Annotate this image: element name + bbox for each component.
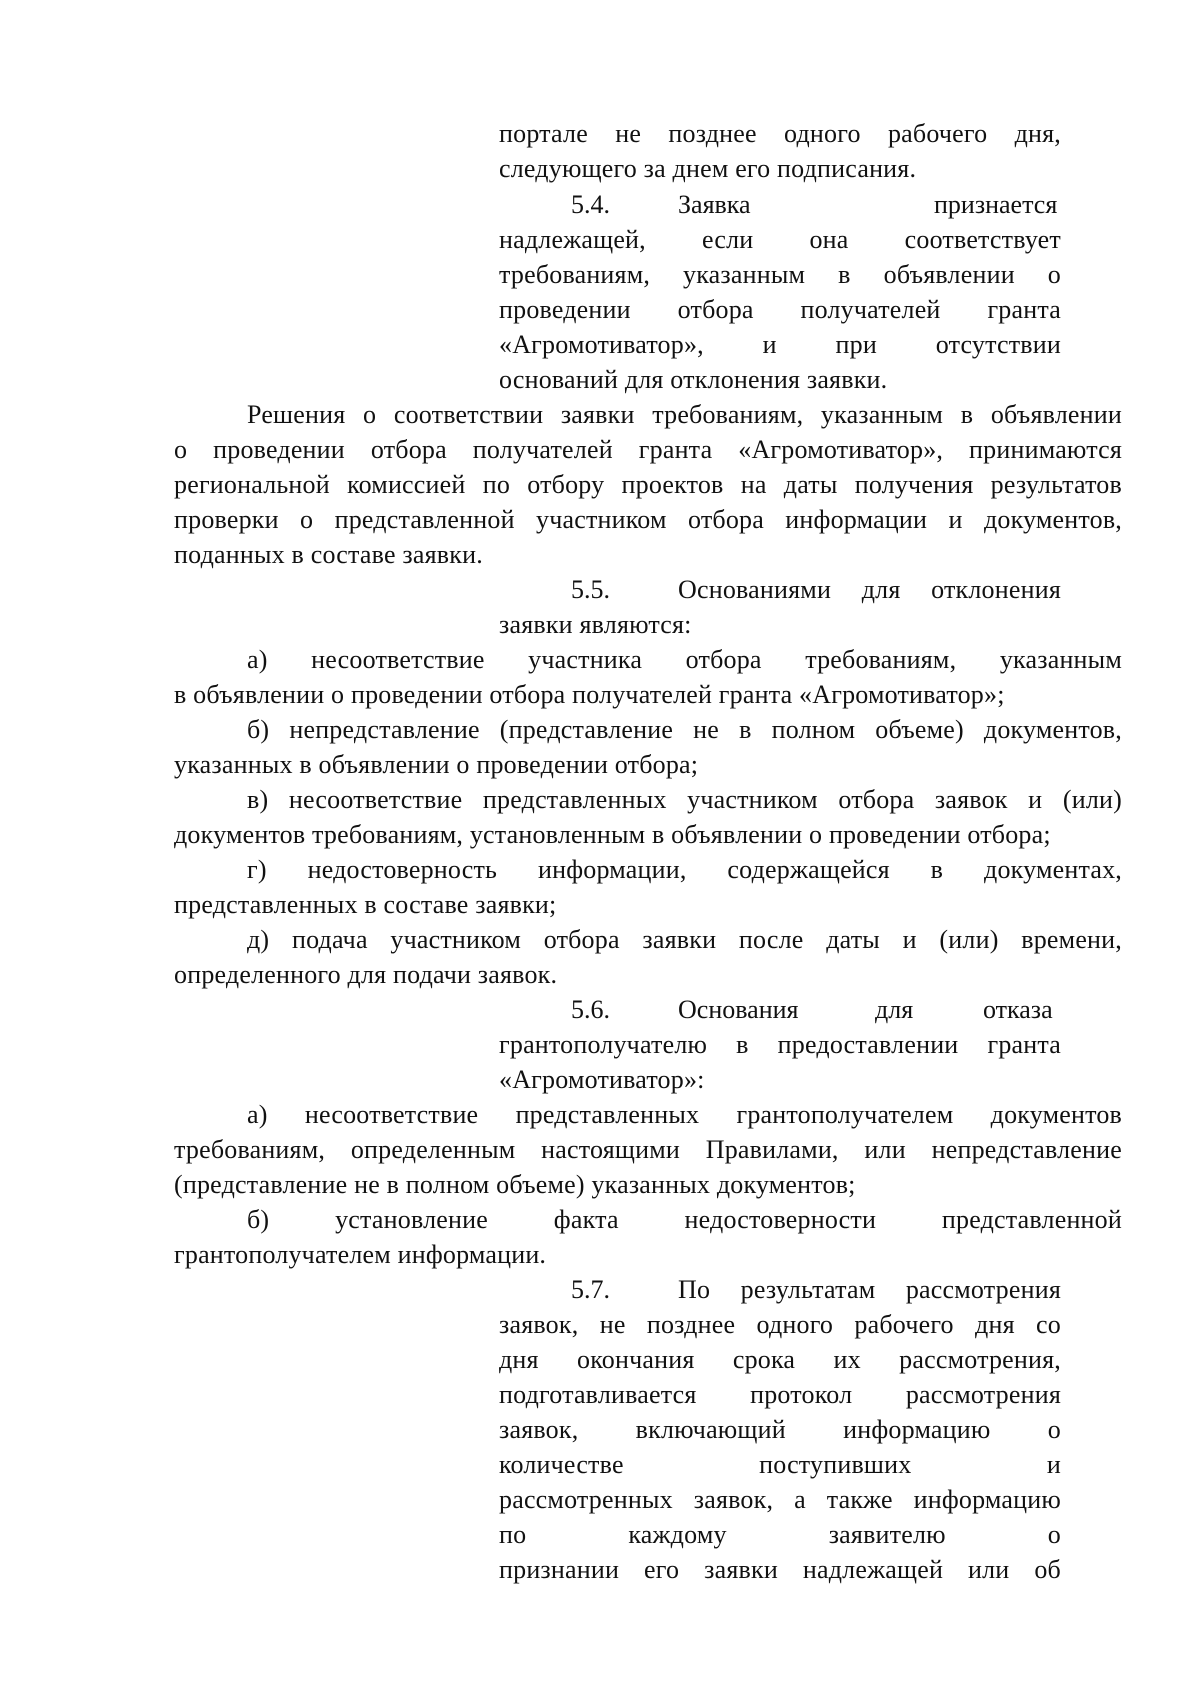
text-line: региональной комиссией по отбору проектов на даты получения результатов bbox=[174, 470, 1122, 499]
section-number: 5.7. bbox=[571, 1275, 610, 1304]
text-line: в) несоответствие представленных участником отбора заявок и (или) bbox=[247, 785, 1122, 814]
text-word: Основания bbox=[678, 995, 799, 1024]
text-line: требованиям, определенным настоящими Правилами, или непредставление bbox=[174, 1135, 1122, 1164]
text-line: дня окончания срока их рассмотрения, bbox=[499, 1345, 1061, 1374]
text-line: грантополучателю в предоставлении гранта bbox=[499, 1030, 1061, 1059]
text-line: заявок, включающий информацию о bbox=[499, 1415, 1061, 1444]
text-line: Основаниями для отклонения bbox=[678, 575, 1061, 604]
text-line: «Агромотиватор», и при отсутствии bbox=[499, 330, 1061, 359]
text-line: (представление не в полном объеме) указанных документов; bbox=[174, 1170, 856, 1199]
text-line: а) несоответствие участника отбора требованиям, указанным bbox=[247, 645, 1122, 674]
text-word: отказа bbox=[983, 995, 1053, 1024]
section-number: 5.5. bbox=[571, 575, 610, 604]
text-line: требованиям, указанным в объявлении о bbox=[499, 260, 1061, 289]
text-line: проведении отбора получателей гранта bbox=[499, 295, 1061, 324]
text-line: заявок, не позднее одного рабочего дня со bbox=[499, 1310, 1061, 1339]
text-word: Заявка bbox=[678, 190, 751, 219]
text-line: признании его заявки надлежащей или об bbox=[499, 1555, 1061, 1584]
text-line: по каждому заявителю о bbox=[499, 1520, 1061, 1549]
text-line: грантополучателем информации. bbox=[174, 1240, 547, 1269]
text-line: поданных в составе заявки. bbox=[174, 540, 483, 569]
text-line: а) несоответствие представленных грантополучателем документов bbox=[247, 1100, 1122, 1129]
text-line: оснований для отклонения заявки. bbox=[499, 365, 888, 394]
text-line: б) непредставление (представление не в полном объеме) документов, bbox=[247, 715, 1122, 744]
text-line: По результатам рассмотрения bbox=[678, 1275, 1061, 1304]
section-number: 5.6. bbox=[571, 995, 610, 1024]
text-line: Решения о соответствии заявки требованиям, указанным в объявлении bbox=[247, 400, 1122, 429]
text-line: г) недостоверность информации, содержащейся в документах, bbox=[247, 855, 1122, 884]
text-word: для bbox=[875, 995, 914, 1024]
text-line: определенного для подачи заявок. bbox=[174, 960, 558, 989]
text-line: проверки о представленной участником отбора информации и документов, bbox=[174, 505, 1122, 534]
text-line: о проведении отбора получателей гранта «Агромотиватор», принимаются bbox=[174, 435, 1122, 464]
text-line: д) подача участником отбора заявки после даты и (или) времени, bbox=[247, 925, 1122, 954]
text-line: заявки являются: bbox=[499, 610, 692, 639]
text-line: следующего за днем его подписания. bbox=[499, 154, 917, 183]
text-line: документов требованиям, установленным в объявлении о проведении отбора; bbox=[174, 820, 1051, 849]
section-number: 5.4. bbox=[571, 190, 610, 219]
text-line: количестве поступивших и bbox=[499, 1450, 1061, 1479]
text-line: указанных в объявлении о проведении отбора; bbox=[174, 750, 699, 779]
text-line: подготавливается протокол рассмотрения bbox=[499, 1380, 1061, 1409]
text-line: в объявлении о проведении отбора получателей гранта «Агромотиватор»; bbox=[174, 680, 1005, 709]
text-line: представленных в составе заявки; bbox=[174, 890, 557, 919]
text-line: надлежащей, если она соответствует bbox=[499, 225, 1061, 254]
text-line: рассмотренных заявок, а также информацию bbox=[499, 1485, 1061, 1514]
text-line: портале не позднее одного рабочего дня, bbox=[499, 119, 1061, 148]
text-word: признается bbox=[934, 190, 1058, 219]
text-line: б) установление факта недостоверности представленной bbox=[247, 1205, 1122, 1234]
text-line: «Агромотиватор»: bbox=[499, 1065, 705, 1094]
